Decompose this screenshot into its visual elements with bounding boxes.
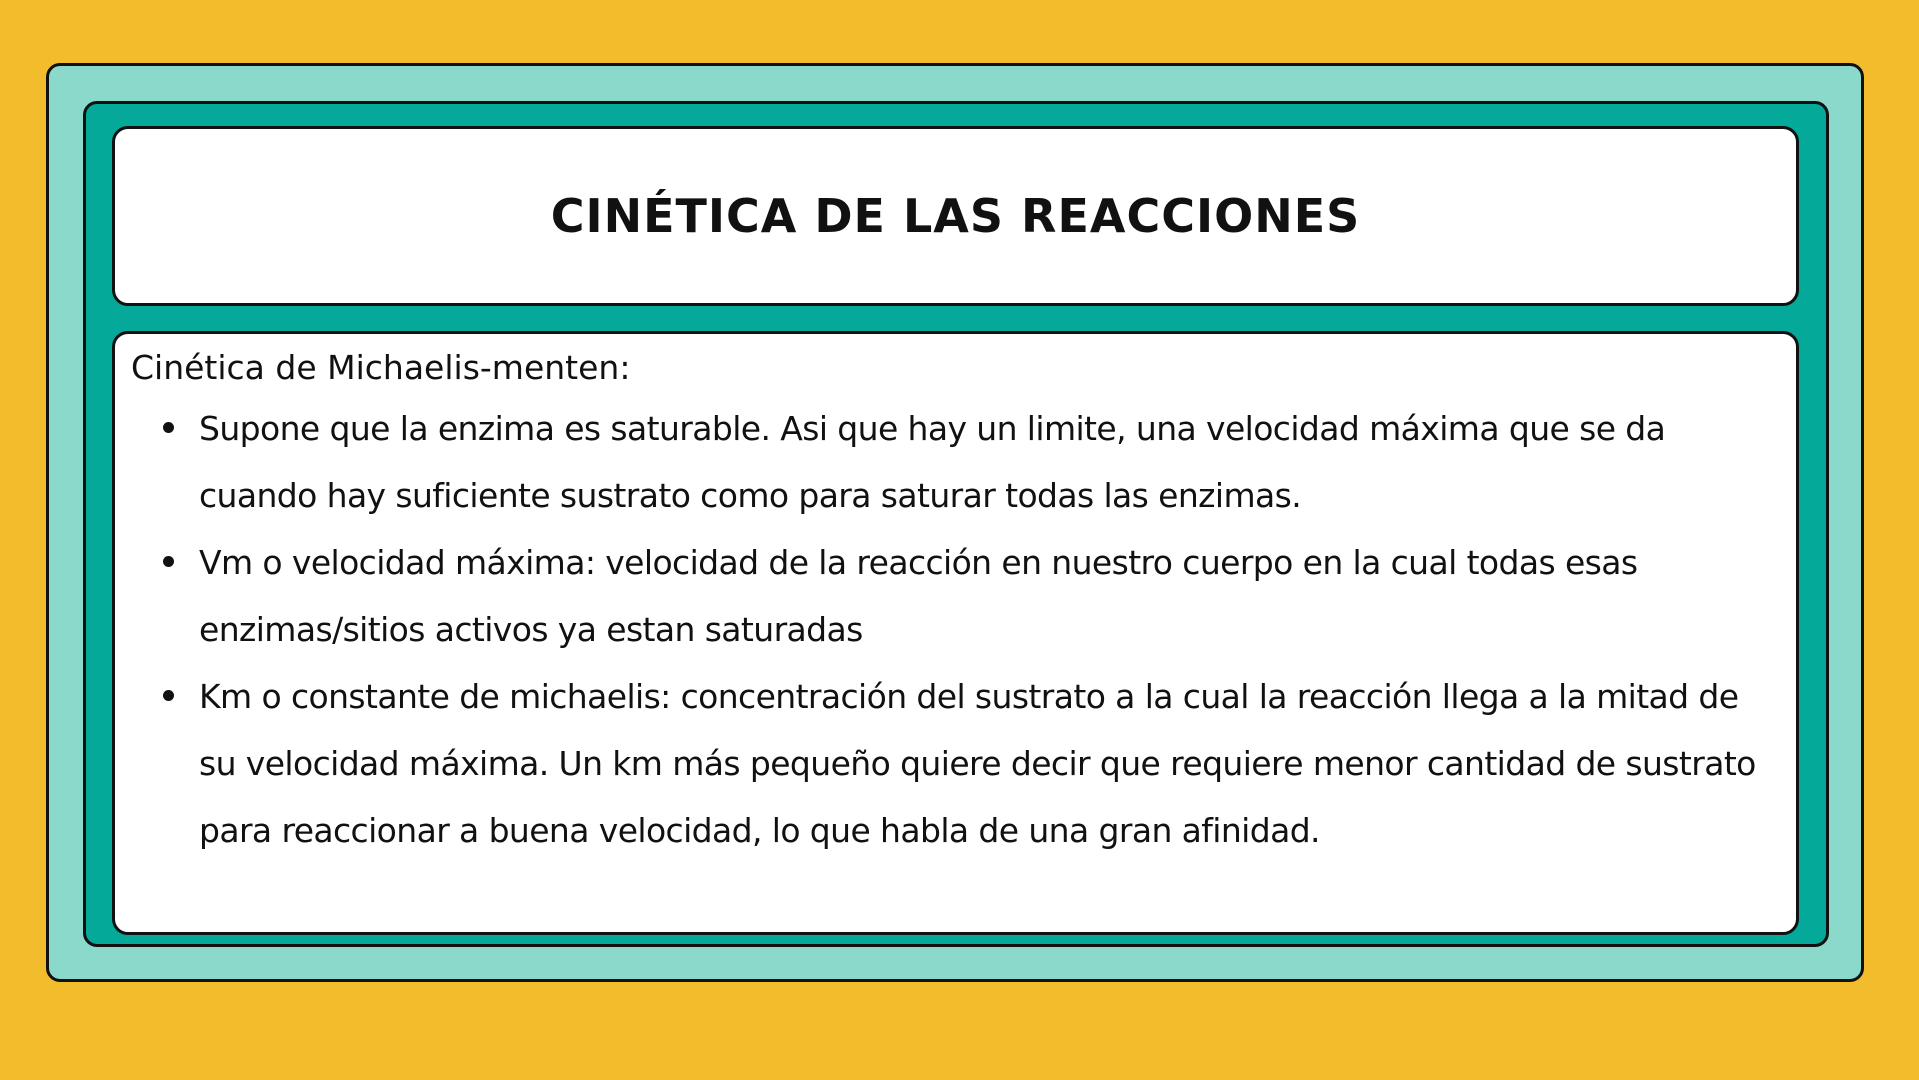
bullet-dot-icon [163,556,174,567]
list-item [199,395,1776,529]
list-item [199,663,1776,864]
content-card [112,331,1799,935]
bullet-text: Supone que la enzima es saturable. Asi que hay un limite, una velocidad máxima que se da cuando hay suficiente sustrato como para saturar todas las enzimas. [199,409,1666,515]
bullet-dot-icon [163,422,174,433]
list-item [199,529,1776,663]
bullet-list [131,395,1776,864]
bullet-dot-icon [163,690,174,701]
intro-text: Cinética de Michaelis-menten: [131,348,631,387]
bullet-text: Km o constante de michaelis: concentración del sustrato a la cual la reacción llega a la mitad de su velocidad máxima. Un km más pequeño quiere decir que requiere menor cantidad de sustrato para reaccionar a buena velocidad, lo que habla de una gran afinidad. [199,677,1756,850]
bullet-text: Vm o velocidad máxima: velocidad de la reacción en nuestro cuerpo en la cual todas esas enzimas/sitios activos ya estan saturadas [199,543,1638,649]
title-card [112,126,1799,306]
slide-title: CINÉTICA DE LAS REACCIONES [550,189,1361,243]
